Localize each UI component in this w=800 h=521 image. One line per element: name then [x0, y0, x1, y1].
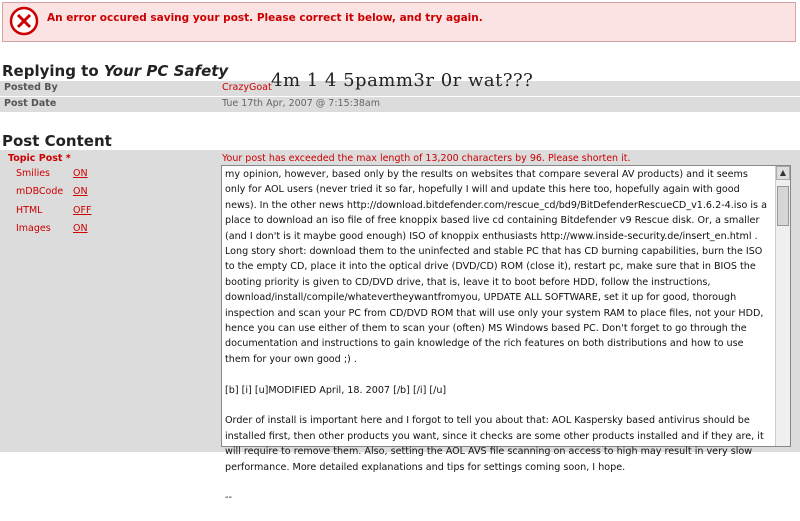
option-mdbcode-toggle[interactable]: ON	[73, 186, 88, 197]
overlay-caption: 4m 1 4 5pamm3r 0r wat???	[271, 70, 534, 91]
option-mdbcode-label: mDBCode	[16, 186, 64, 197]
posted-by-value: CrazyGoat	[222, 82, 272, 93]
post-content-heading: Post Content	[2, 132, 112, 150]
topic-post-label: Topic Post *	[8, 153, 71, 164]
option-smilies-toggle[interactable]: ON	[73, 168, 88, 179]
option-html-toggle[interactable]: OFF	[73, 205, 92, 216]
scroll-up-icon[interactable]: ▲	[776, 166, 790, 180]
post-paragraph: my opinion, however, based only by the results on websites that compare several AV products) and it seems only for AOL users (never tried it so far, hopefully I will and update this here too, hopefully again with good news). In the other news http://download.bitdefender.com/rescue_cd/bd9/BitDefenderRescueCD_v1.6.2-4.iso is a place to download an iso file of free knoppix based live cd containing Bitdefender v9 Rescue disk. Or, a smaller (and I don't is it maybe good enough) ISO of knoppix enthusiasts http://www.inside-security.de/insert_en.html . Long story short: download them to the uninfected and stable PC that has CD burning capabilities, burn the ISO to the empty CD, place it into the optical drive (DVD/CD) ROM (close it), restart pc, make sure that in BIOS the booting priority is given to CD/DVD drive, that is, leave it to boot before HDD, follow the instructions, download/install/compile/whatevertheywantfromyou, UPDATE ALL SOFTWARE, set it up for good, thorough inspection and scan your PC from CD/DVD ROM that will use only your system RAM to place files, not your HDD, hence you can use either of them to scan your (often) MS Windows based PC. Don't forget to go through the documentation and instructions to gain knowledge of the rich features on both distributions and how to use them for your own good ;) .	[225, 169, 767, 365]
page-title	[2, 62, 228, 80]
post-date-row	[0, 96, 800, 112]
post-body-text	[225, 167, 770, 521]
post-date-label: Post Date	[4, 98, 57, 109]
option-images-label: Images	[16, 223, 51, 234]
post-date-value: Tue 17th Apr, 2007 @ 7:15:38am	[222, 98, 380, 109]
post-paragraph: Order of install is important here and I forgot to tell you about that: AOL Kaspersky based antivirus should be installed first, then other products you want, since it checks are some other products installed and if they are, it will require to remove them. Also, setting the AOL AVS file scanning on access to high may result in very slow performance. More detailed explanations and tips for settings coming soon, I hope.	[225, 415, 764, 473]
length-warning: Your post has exceeded the max length of 13,200 characters by 96. Please shorten it.	[222, 153, 631, 164]
scroll-thumb[interactable]	[777, 186, 789, 226]
option-smilies-label: Smilies	[16, 168, 50, 179]
thread-title: Your PC Safety	[103, 62, 229, 80]
option-html-label: HTML	[16, 205, 43, 216]
error-banner	[2, 2, 796, 42]
post-paragraph: --	[225, 492, 232, 504]
error-message: An error occured saving your post. Please correct it below, and try again.	[47, 12, 483, 24]
reply-prefix: Replying to	[2, 62, 104, 80]
post-paragraph: [b] [i] [u]MODIFIED April, 18. 2007 [/b] [/i] [/u]	[225, 384, 447, 396]
post-textarea[interactable]	[221, 165, 791, 504]
textarea-scrollbar[interactable]	[775, 166, 790, 446]
posted-by-label: Posted By	[4, 82, 58, 93]
error-x-icon	[9, 6, 39, 36]
option-images-toggle[interactable]: ON	[73, 223, 88, 234]
